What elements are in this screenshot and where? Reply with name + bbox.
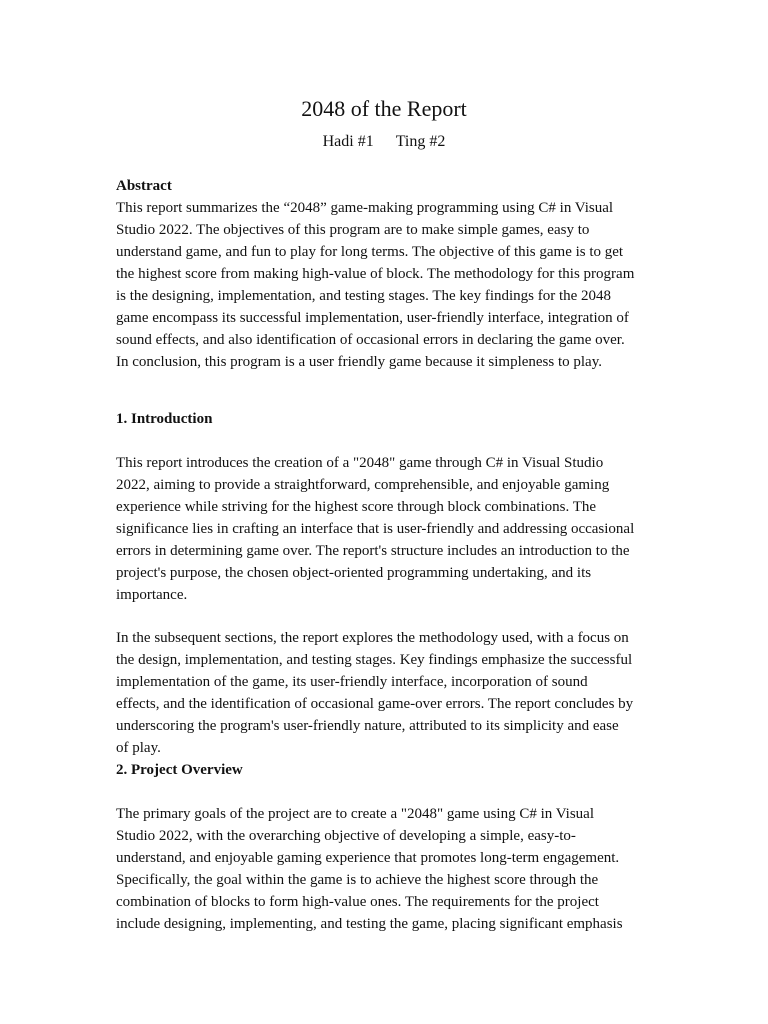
abstract-paragraph xyxy=(116,197,634,373)
abstract-line: understand game, and fun to play for long terms. The objective of this game is to get xyxy=(116,244,624,260)
section-2-heading: 2. Project Overview xyxy=(116,762,243,778)
body-line: importance. xyxy=(116,587,188,603)
body-line: effects, and the identification of occasional game-over errors. The report concludes by xyxy=(116,696,634,712)
abstract-line: game encompass its successful implementation, user-friendly interface, integration of xyxy=(116,310,629,326)
abstract-line: In conclusion, this program is a user friendly game because it simpleness to play. xyxy=(116,354,602,370)
abstract-line: Studio 2022. The objectives of this program are to make simple games, easy to xyxy=(116,222,590,238)
author-1: Hadi #1 xyxy=(322,133,374,150)
section-1-heading: 1. Introduction xyxy=(116,411,213,427)
body-line: of play. xyxy=(116,740,161,756)
section-1-paragraph-1 xyxy=(116,452,634,606)
body-line: This report introduces the creation of a "2048" game through C# in Visual Studio xyxy=(116,455,604,471)
body-line: implementation of the game, its user-friendly interface, incorporation of sound xyxy=(116,674,588,690)
body-line: 2022, aiming to provide a straightforward, comprehensible, and enjoyable gaming xyxy=(116,477,610,493)
body-line: Studio 2022, with the overarching objective of developing a simple, easy-to- xyxy=(116,828,576,844)
section-2-paragraph-1 xyxy=(116,803,623,935)
body-line: Specifically, the goal within the game is to achieve the highest score through the xyxy=(116,872,599,888)
section-1-paragraph-2 xyxy=(116,627,633,759)
abstract-line: This report summarizes the “2048” game-making programming using C# in Visual xyxy=(116,200,614,216)
body-line: significance lies in crafting an interface that is user-friendly and addressing occasional xyxy=(116,521,635,537)
body-line: underscoring the program's user-friendly nature, attributed to its simplicity and ease xyxy=(116,718,619,734)
body-line: project's purpose, the chosen object-oriented programming undertaking, and its xyxy=(116,565,592,581)
abstract-line: is the designing, implementation, and testing stages. The key findings for the 2048 xyxy=(116,288,612,304)
author-line xyxy=(0,131,768,153)
body-line: In the subsequent sections, the report explores the methodology used, with a focus on xyxy=(116,630,629,646)
abstract-line: the highest score from making high-value of block. The methodology for this program xyxy=(116,266,635,282)
body-line: combination of blocks to form high-value ones. The requirements for the project xyxy=(116,894,599,910)
body-line: experience while striving for the highest score through block combinations. The xyxy=(116,499,597,515)
body-line: errors in determining game over. The report's structure includes an introduction to the xyxy=(116,543,630,559)
body-line: include designing, implementing, and testing the game, placing significant emphasis xyxy=(116,916,623,932)
page-title: 2048 of the Report xyxy=(301,96,467,121)
body-line: The primary goals of the project are to create a "2048" game using C# in Visual xyxy=(116,806,595,822)
author-2: Ting #2 xyxy=(395,133,446,150)
abstract-line: sound effects, and also identification of occasional errors in declaring the game over. xyxy=(116,332,625,348)
body-line: understand, and enjoyable gaming experience that promotes long-term engagement. xyxy=(116,850,620,866)
abstract-heading: Abstract xyxy=(116,178,172,194)
body-line: the design, implementation, and testing stages. Key findings emphasize the successful xyxy=(116,652,633,668)
